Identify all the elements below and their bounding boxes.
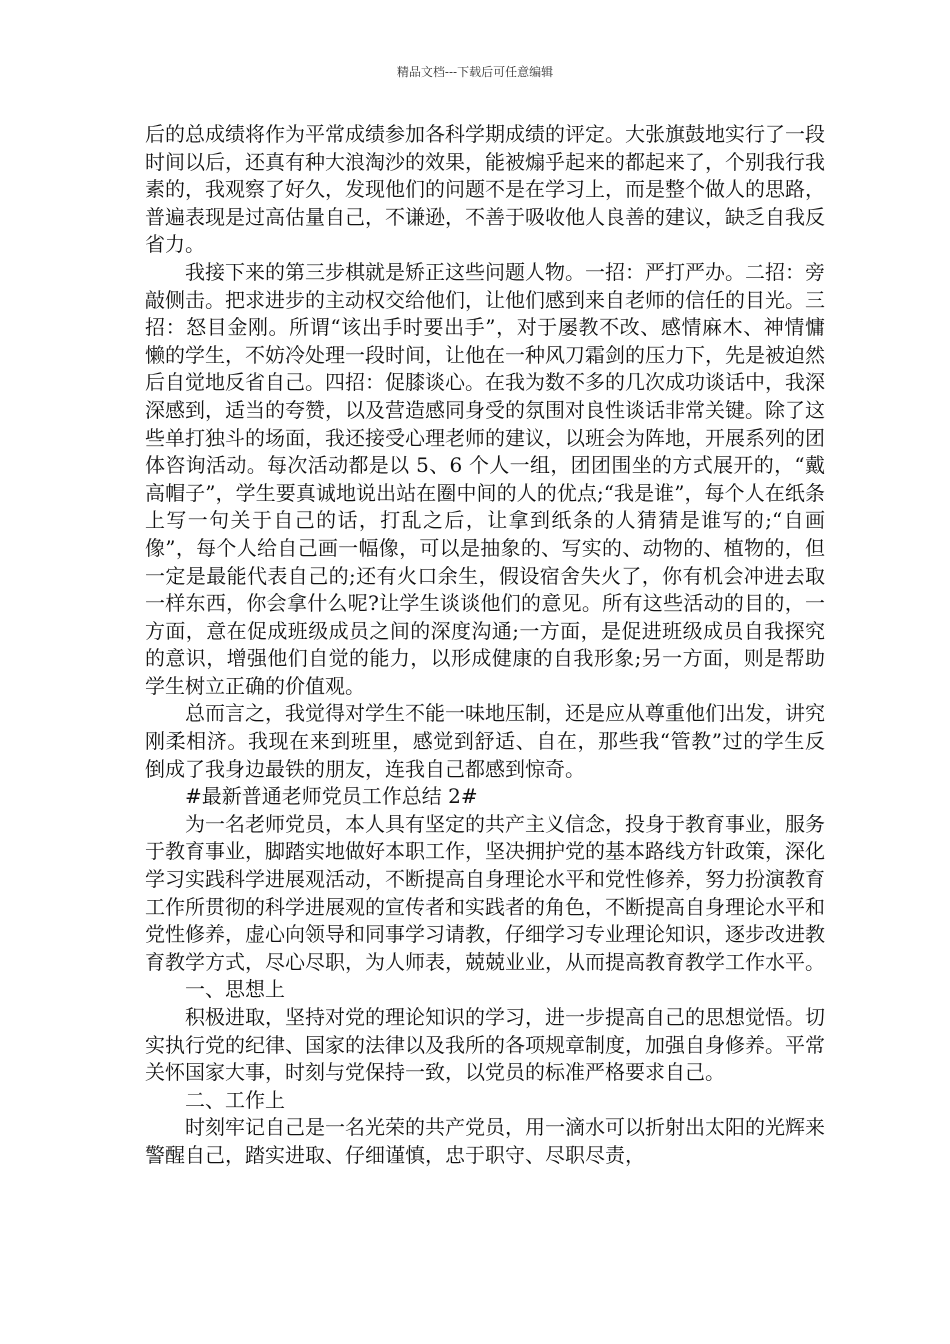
paragraph: 后的总成绩将作为平常成绩参加各科学期成绩的评定。大张旗鼓地实行了一段时间以后，还真有种大浪淘沙的效果，能被煽乎起来的都起来了，个别我行我素的，我观察了好久，发现他们的问题不是在学习上，而是整个做人的思路，普遍表现是过高估量自己，不谦逊，不善于吸收他人良善的建议，缺乏自我反省力。 [145,122,825,257]
section-heading: 二、工作上 [185,1087,285,1112]
paragraph: 时刻牢记自己是一名光荣的共产党员，用一滴水可以折射出太阳的光辉来警醒自己，踏实进取、仔细谨慎，忠于职守、尽职尽责， [145,1115,825,1167]
paragraph: 为一名老师党员，本人具有坚定的共产主义信念，投身于教育事业，服务于教育事业，脚踏实地做好本职工作，坚决拥护党的基本路线方针政策，深化学习实践科学进展观活动，不断提高自身理论水平和党性修养，努力扮演教育工作所贯彻的科学进展观的宣传者和实践者的角色，不断提高自身理论水平和党性修养，虚心向领导和同事学习请教，仔细学习专业理论知识，逐步改进教育教学方式，尽心尽职，为人师表，兢兢业业，从而提高教育教学工作水平。 [145,811,825,974]
section-heading: 一、思想上 [185,977,285,1002]
page-header: 精品文档---下载后可任意编辑 [396,65,554,79]
paragraph: 我接下来的第三步棋就是矫正这些问题人物。一招：严打严办。二招：旁敲侧击。把求进步的主动权交给他们，让他们感到来自老师的信任的目光。三招：怒目金刚。所谓“该出手时要出手”，对于屡教不改、感情麻木、神情慵懒的学生，不妨冷处理一段时间，让他在一种风刀霜剑的压力下，先是被迫然后自觉地反省自己。四招：促膝谈心。在我为数不多的几次成功谈话中，我深深感到，适当的夸赞，以及营造感同身受的氛围对良性谈话非常关键。除了这些单打独斗的场面，我还接受心理老师的建议，以班会为阵地，开展系列的团体咨询活动。每次活动都是以 5、6 个人一组，团团围坐的方式展开的，“戴高帽子”，学生要真诚地说出站在圈中间的人的优点;“我是谁”，每个人在纸条上写一句关于自己的话，打乱之后，让拿到纸条的人猜猜是谁写的;“自画像”，每个人给自己画一幅像，可以是抽象的、写实的、动物的、植物的，但一定是最能代表自己的;还有火口余生，假设宿舍失火了，你有机会冲进去取一样东西，你会拿什么呢?让学生谈谈他们的意见。所有这些活动的目的，一方面，意在促成班级成员之间的深度沟通;一方面，是促进班级成员自我探究的意识，增强他们自觉的能力，以形成健康的自我形象;另一方面，则是帮助学生树立正确的价值观。 [145,259,825,698]
paragraph: 积极进取，坚持对党的理论知识的学习，进一步提高自己的思想觉悟。切实执行党的纪律、国家的法律以及我所的各项规章制度，加强自身修养。平常关怀国家大事，时刻与党保持一致，以党员的标准严格要求自己。 [145,1005,825,1085]
section-title: #最新普通老师党员工作总结 2# [185,784,478,809]
document-body [145,121,825,1170]
paragraph: 总而言之，我觉得对学生不能一味地压制，还是应从尊重他们出发，讲究刚柔相济。我现在来到班里，感觉到舒适、自在，那些我“管教”过的学生反倒成了我身边最铁的朋友，连我自己都感到惊奇。 [145,701,825,781]
